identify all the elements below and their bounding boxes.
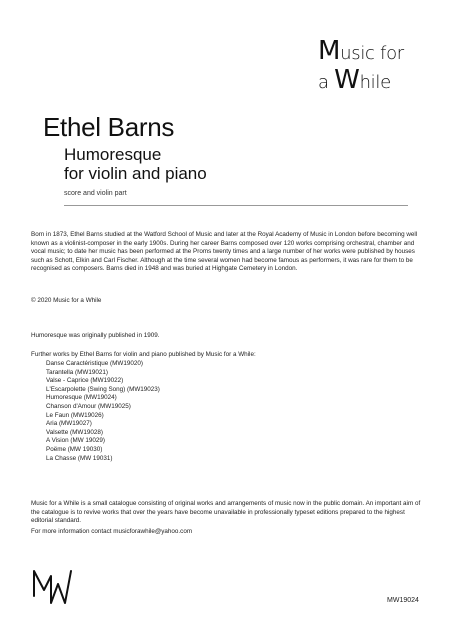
logo-letter-w: W: [334, 64, 360, 95]
list-item: Valse - Caprice (MW19022): [46, 377, 124, 385]
composer-biography: Born in 1873, Ethel Barns studied at the Watford School of Music and later at the Royal Academy of Music in London before becoming well known as a violinist-composer in the early 1900s. During her career Barns composed over 120 works comprising orchestral, chamber and vocal music; to date her music has been performed at the Proms twenty times and a large number of her works were published by houses such as Schott, Elkin and Carl Fischer. Although at the time several women had become famous as performers, it was rare for them to be recognised as composers. Barns died in 1948 and was buried at Highgate Cemetery in London.: [31, 231, 418, 273]
publisher-logo: [318, 37, 428, 94]
mw-monogram-logo: [31, 568, 73, 611]
list-item: Tarantella (MW19021): [46, 368, 108, 376]
composer-name: Ethel Barns: [43, 112, 175, 142]
catalogue-description: Music for a While is a small catalogue consisting of original works and arrangements of music now in the public domain. An important aim of the catalogue is to revive works that over the years have become unavailable in professionally typeset editions prepared to the highest editorial standard.: [31, 500, 421, 525]
list-item: Poëme (MW 19030): [46, 445, 103, 453]
further-works-intro: Further works by Ethel Barns for violin and piano published by Music for a While:: [31, 351, 256, 358]
list-item: L'Escarpolette (Swing Song) (MW19023): [46, 385, 160, 393]
list-item: Valsette (MW19028): [46, 428, 103, 436]
list-item: Humoresque (MW19024): [46, 394, 117, 402]
header-divider: [64, 205, 408, 206]
publication-note: Humoresque was originally published in 1909.: [31, 332, 160, 339]
list-item: La Chasse (MW 19031): [46, 454, 113, 462]
copyright-notice: © 2020 Music for a While: [31, 297, 102, 304]
contact-info: For more information contact musicforawhile@yahoo.com: [31, 528, 193, 535]
logo-text-line2: hile: [359, 71, 391, 93]
further-works-list: [46, 360, 160, 463]
list-item: Le Faun (MW19026): [46, 411, 104, 419]
list-item: Danse Caractéristique (MW19020): [46, 360, 143, 367]
list-item: Chanson d'Amour (MW19025): [46, 402, 131, 410]
work-instrumentation: for violin and piano: [64, 164, 207, 183]
work-title: Humoresque: [64, 145, 162, 164]
edition-subtitle: score and violin part: [64, 190, 127, 197]
logo-text-line1: usic for: [340, 43, 404, 64]
logo-text-a: a: [318, 71, 335, 93]
catalogue-number: MW19024: [387, 597, 419, 604]
list-item: A Vision (MW 19029): [46, 437, 106, 445]
list-item: Aria (MW19027): [46, 420, 92, 428]
logo-letter-m: M: [318, 36, 341, 66]
